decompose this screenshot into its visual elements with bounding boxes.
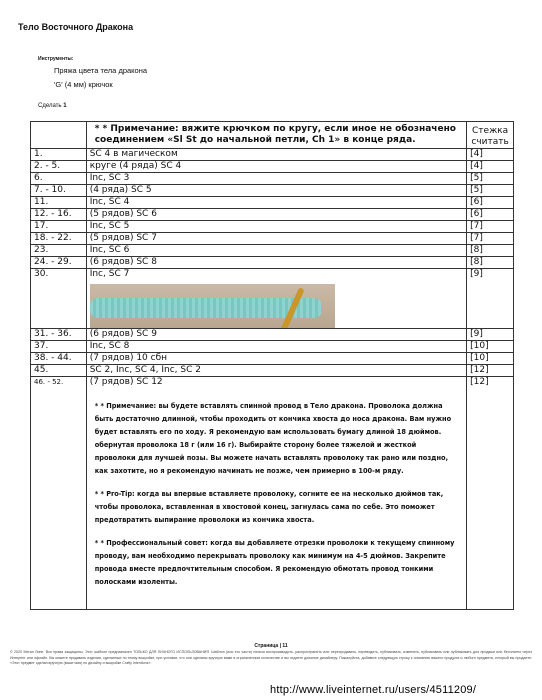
stitch-count-header: Стежка считать: [467, 122, 514, 149]
table-row: [31, 173, 514, 185]
row-stitch-count: [4]: [467, 149, 514, 161]
row-number: 7. - 10.: [31, 185, 87, 197]
header-row-cell: [31, 122, 87, 149]
row-instruction: (6 рядов) SC 9: [86, 329, 466, 341]
row-instruction: круге (4 ряда) SC 4: [86, 161, 466, 173]
row-stitch-count: [8]: [467, 245, 514, 257]
row-instruction: [86, 269, 466, 329]
make-label: Сделать: [38, 103, 62, 109]
row-instruction: (4 ряда) SC 5: [86, 185, 466, 197]
row-number: 17.: [31, 221, 87, 233]
row-stitch-count: [7]: [467, 221, 514, 233]
row-instruction: (7 рядов) 10 сбн: [86, 353, 466, 365]
page-number: Страница | 11: [254, 643, 288, 649]
row-stitch-count: [7]: [467, 233, 514, 245]
header-note: * * Примечание: вяжите крючком по кругу, если иное не обозначено соединением «Sl St до начальной петли, Ch 1» в конце ряда.: [86, 122, 466, 149]
row-stitch-count: [9]: [467, 329, 514, 341]
copyright-notice: © 2020 Меган Липп. Все права защищены. Этот шаблон предназначен ТОЛЬКО ДЛЯ ЛИЧНОГО ИСПОЛЬЗОВАНИЯ. Шаблон (или его части) нельзя воспроизводить, распространять или перепродавать, переводить, публиковать, изменять, публиковать или публиковать для продажи или бесплатно через Интернет или офлайн. Вы можете продавать изделия, сделанные по этому выкройке, при условии, что они сделаны вручную вами в ограниченном количестве и вы отдаете должное дизайнеру. Пожалуйста, добавьте следующую строку к описанию вашего продукта и любого предмета, который вы продаете: «Этот предмет сделан вручную (ваше имя) по дизайну и выкройке Crafty Intentions».: [10, 650, 532, 665]
row-instruction: Inc, SC 5: [86, 221, 466, 233]
table-row: [31, 185, 514, 197]
row-number: 38. - 44.: [31, 353, 87, 365]
make-count: [38, 103, 67, 109]
notes-block: [87, 388, 466, 609]
table-row: [31, 257, 514, 269]
row-number: 45.: [31, 365, 87, 377]
yarn-hook-photo: [90, 284, 335, 328]
table-row: [31, 197, 514, 209]
table-row: [31, 245, 514, 257]
photo-row-text: Inc, SC 7: [89, 269, 130, 279]
row-number: 23.: [31, 245, 87, 257]
note-pro-tip: * * Pro-Tip: когда вы впервые вставляете проволоку, согните ее на несколько дюймов так, чтобы проволока, вставленная в хвостовой конец, загнулась сама по себе. Это поможет предотвратить выпирание проволоки из кончика хвоста.: [94, 490, 444, 524]
table-row: [31, 149, 514, 161]
row-instruction: (5 рядов) SC 7: [86, 233, 466, 245]
row-number: 37.: [31, 341, 87, 353]
last-row-stitch-count: [12]: [467, 377, 514, 610]
make-number: 1: [63, 103, 67, 109]
row-stitch-count: [10]: [467, 341, 514, 353]
row-instruction: SC 2, Inc, SC 4, Inc, SC 2: [86, 365, 466, 377]
table-row: [31, 221, 514, 233]
note-backbone-wire: * * Примечание: вы будете вставлять спинной провод в Тело дракона. Проволока должна быть достаточно длинной, чтобы проходить от кончика хвоста до носа дракона. Вам нужно будет вставлять его по ходу. Я рекомендую вам использовать бумагу длиной 18 дюймов. обернутая проволока 18 г (или 16 г). Выбирайте сторону более тяжелой и жесткой проволоки для лучшей позы. Вы можете начать вставлять проволоку так рано или поздно, как захотите, но я рекомендую начинать не позже, чем примерно в 100-м ряду.: [94, 402, 452, 475]
row-number: 12. - 16.: [31, 209, 87, 221]
row-instruction: (6 рядов) SC 8: [86, 257, 466, 269]
row-number: [31, 377, 87, 610]
row-number: 24. - 29.: [31, 257, 87, 269]
table-row: [31, 329, 514, 341]
table-row: [31, 233, 514, 245]
tools-heading: Инструменты:: [38, 56, 74, 62]
table-row: [31, 353, 514, 365]
row-number: 30.: [31, 269, 87, 329]
tool-yarn: Пряжа цвета тела дракона: [54, 66, 148, 75]
row-instruction: SC 4 в магическом: [86, 149, 466, 161]
table-row: [31, 161, 514, 173]
table-row: [31, 365, 514, 377]
note-professional-advice: * * Профессиональный совет: когда вы добавляете отрезки проволоки к текущему спинному проводу, вам необходимо перекрывать проволоку как минимум на 4-5 дюймов. Закрепите провода вместе предпочтительным способом. Я рекомендую обмотать провод тонкими полосками изоленты.: [94, 539, 455, 586]
row-stitch-count: [8]: [467, 257, 514, 269]
pattern-table: [30, 121, 514, 610]
row-stitch-count: [9]: [467, 269, 514, 329]
tool-hook: 'G' (4 мм) крючок: [54, 80, 113, 89]
row-instruction: (5 рядов) SC 6: [86, 209, 466, 221]
last-row-number: 46. - 52.: [34, 378, 64, 386]
row-stitch-count: [10]: [467, 353, 514, 365]
row-number: 1.: [31, 149, 87, 161]
last-row-body: [86, 377, 466, 610]
row-stitch-count: [6]: [467, 197, 514, 209]
watermark-url: http://www.liveinternet.ru/users/4511209/: [270, 684, 477, 696]
row-instruction: Inc, SC 3: [86, 173, 466, 185]
row-number: 2. - 5.: [31, 161, 87, 173]
page-title: Тело Восточного Дракона: [18, 22, 134, 32]
table-row: [31, 341, 514, 353]
row-stitch-count: [12]: [467, 365, 514, 377]
row-stitch-count: [6]: [467, 209, 514, 221]
row-number: 6.: [31, 173, 87, 185]
last-row-instruction: (7 рядов) SC 12: [89, 377, 163, 387]
table-row: [31, 209, 514, 221]
row-number: 31. - 36.: [31, 329, 87, 341]
row-instruction: Inc, SC 8: [86, 341, 466, 353]
row-stitch-count: [4]: [467, 161, 514, 173]
row-stitch-count: [5]: [467, 185, 514, 197]
row-number: 11.: [31, 197, 87, 209]
row-stitch-count: [5]: [467, 173, 514, 185]
row-instruction: Inc, SC 6: [86, 245, 466, 257]
row-instruction: Inc, SC 4: [86, 197, 466, 209]
row-number: 18. - 22.: [31, 233, 87, 245]
